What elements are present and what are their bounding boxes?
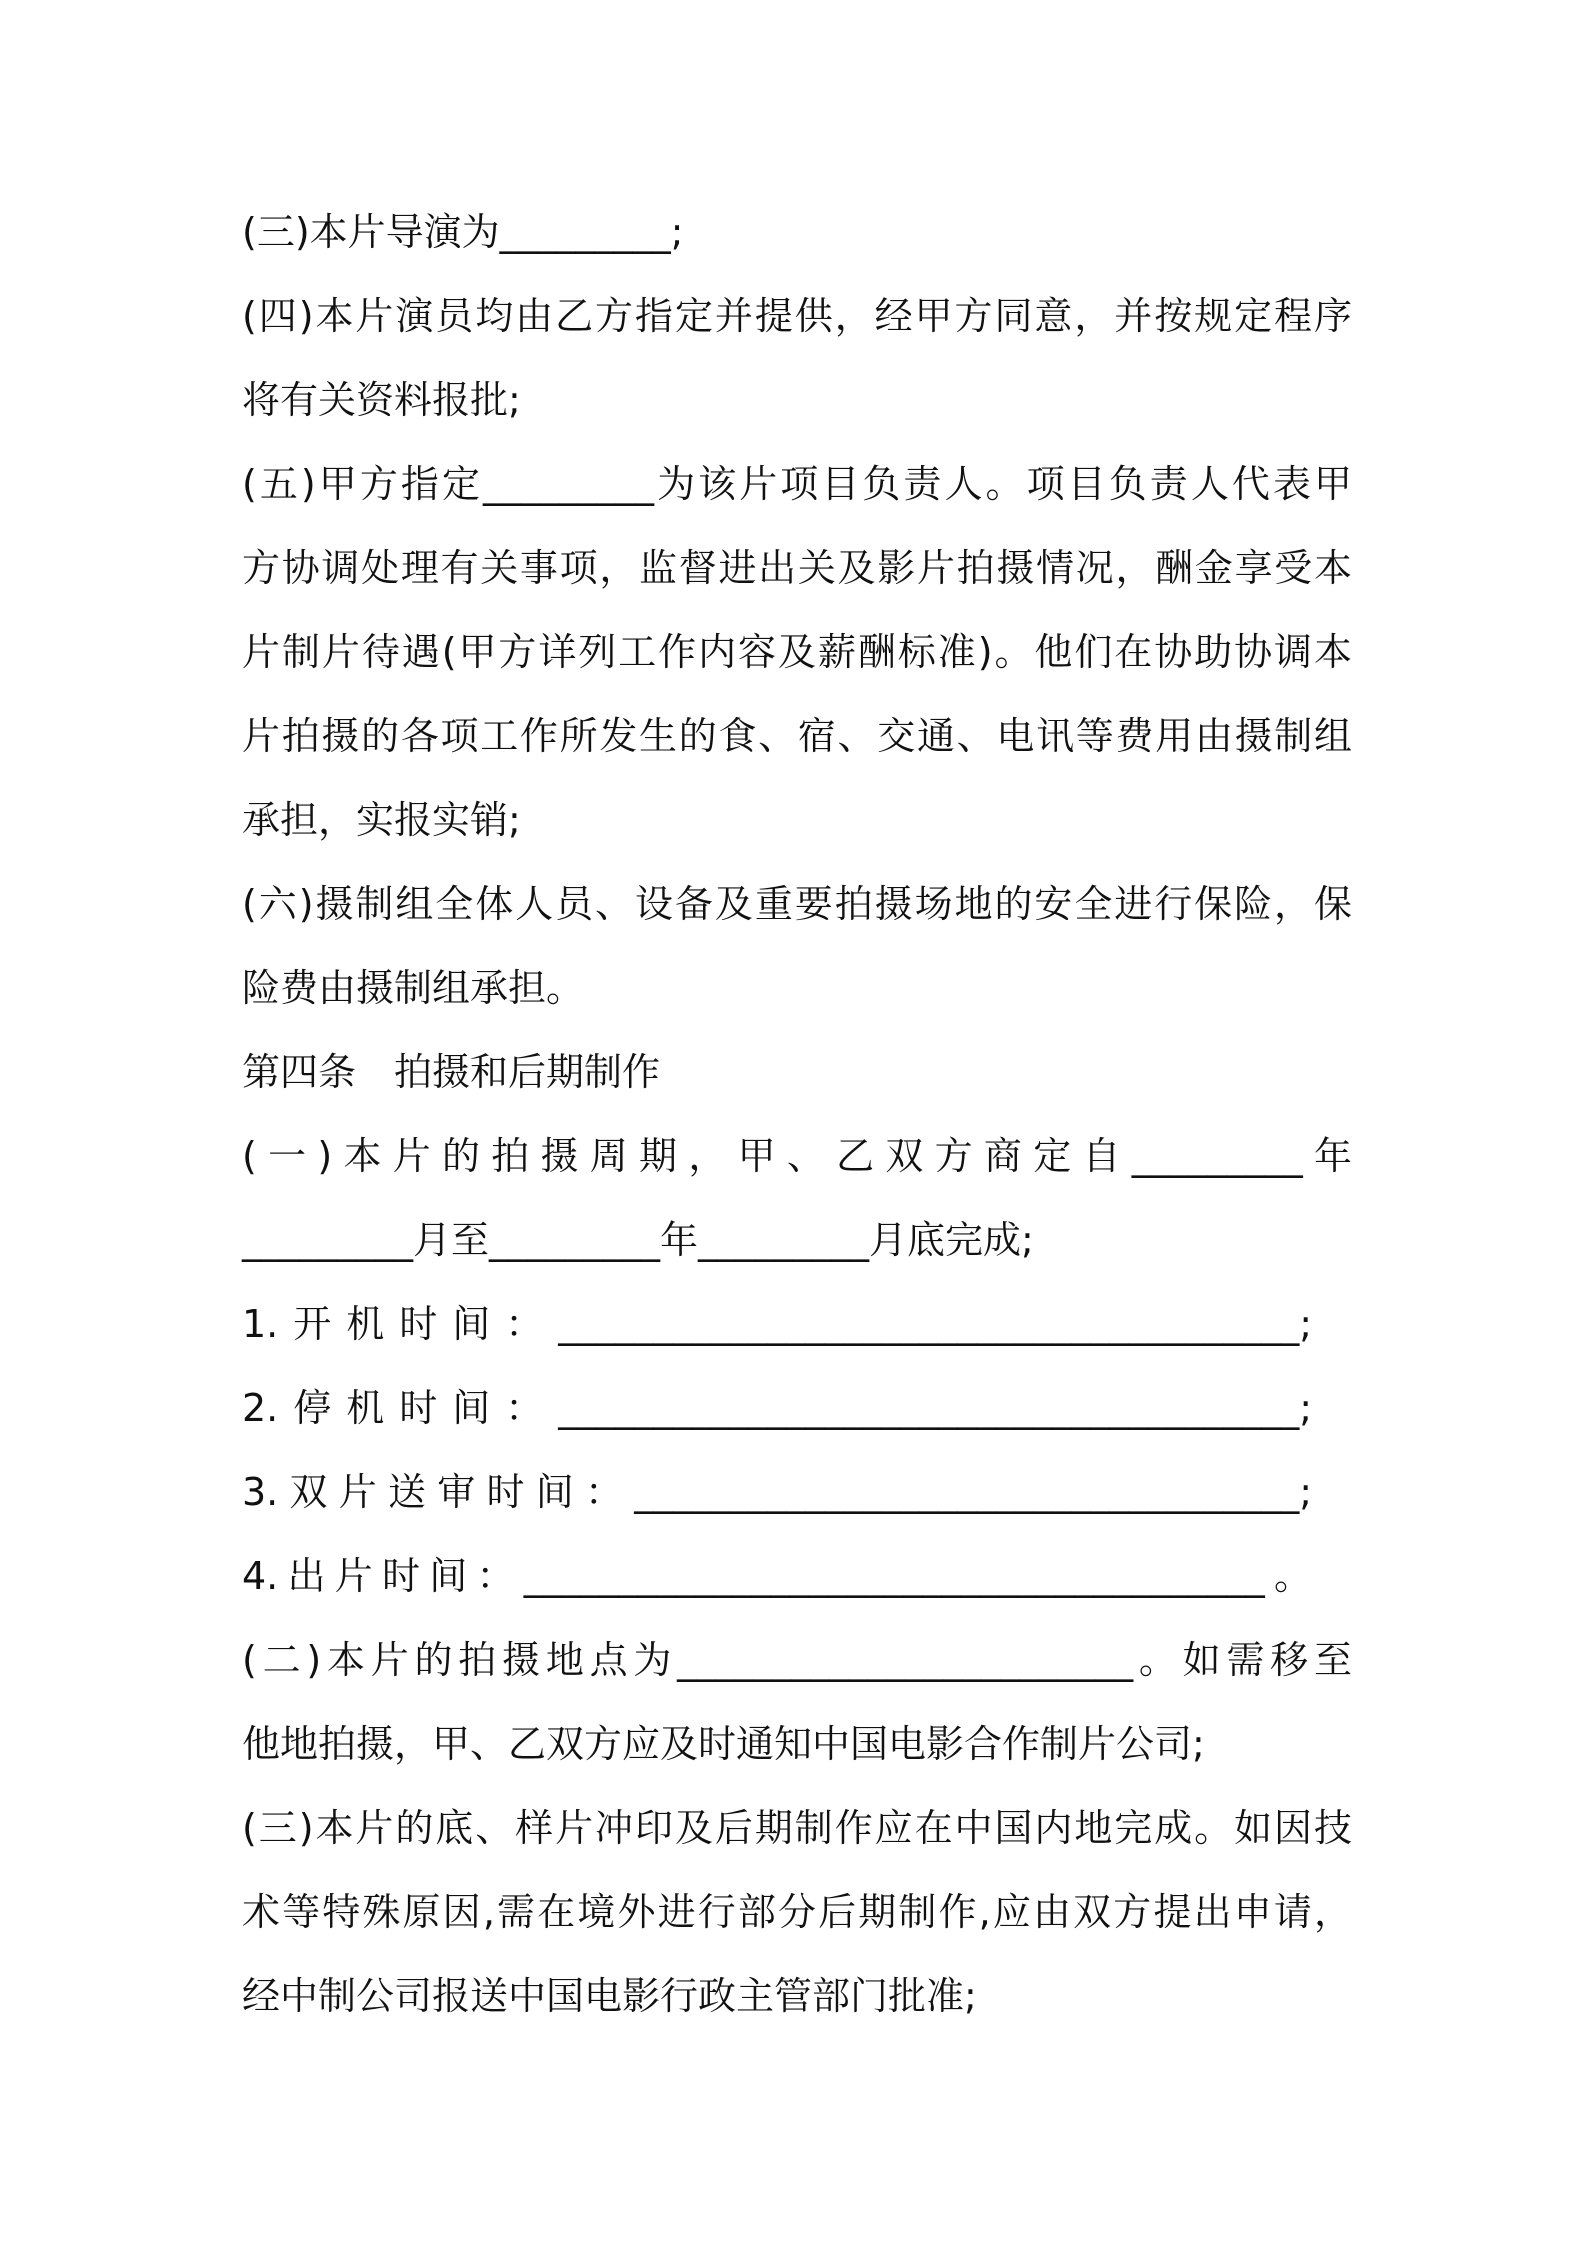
text-line-16: 3.双片送审时间：___________________________________; — [242, 1470, 1312, 1514]
text-line-13: _________月至_________年_________月底完成; — [242, 1218, 1034, 1262]
text-line-4: (五)甲方指定_________为该片项目负责人。项目负责人代表甲 — [242, 462, 1352, 506]
text-line-2: (四)本片演员均由乙方指定并提供，经甲方同意，并按规定程序 — [242, 294, 1352, 338]
text-line-7: 片拍摄的各项工作所发生的食、宿、交通、电讯等费用由摄制组 — [242, 714, 1352, 758]
document-body — [242, 190, 1352, 2038]
text-line-19: 他地拍摄，甲、乙双方应及时通知中国电影合作制片公司; — [242, 1722, 1205, 1766]
section-heading: 第四条 拍摄和后期制作 — [242, 1050, 661, 1094]
text-line-20: (三)本片的底、样片冲印及后期制作应在中国内地完成。如因技 — [242, 1806, 1352, 1850]
text-line-17: 4.出片时间：_______________________________________。 — [242, 1554, 1312, 1598]
text-line-9: (六)摄制组全体人员、设备及重要拍摄场地的安全进行保险，保 — [242, 882, 1352, 926]
text-line-1: (三)本片导演为_________; — [242, 210, 684, 254]
text-line-10: 险费由摄制组承担。 — [242, 966, 585, 1010]
text-line-3: 将有关资料报批; — [242, 378, 521, 422]
text-line-14: 1.开机时间：_______________________________________; — [242, 1302, 1312, 1346]
text-line-6: 片制片待遇(甲方详列工作内容及薪酬标准)。他们在协助协调本 — [242, 630, 1352, 674]
text-line-21: 术等特殊原因,需在境外进行部分后期制作,应由双方提出申请， — [242, 1890, 1352, 1934]
text-line-18: (二)本片的拍摄地点为________________________。如需移至 — [242, 1638, 1352, 1682]
text-line-22: 经中制公司报送中国电影行政主管部门批准; — [242, 1974, 977, 2018]
text-line-12: (一)本片的拍摄周期，甲、乙双方商定自_________年 — [242, 1134, 1352, 1178]
text-line-8: 承担，实报实销; — [242, 798, 521, 842]
text-line-15: 2.停机时间：_______________________________________; — [242, 1386, 1312, 1430]
text-line-5: 方协调处理有关事项，监督进出关及影片拍摄情况，酬金享受本 — [242, 546, 1352, 590]
